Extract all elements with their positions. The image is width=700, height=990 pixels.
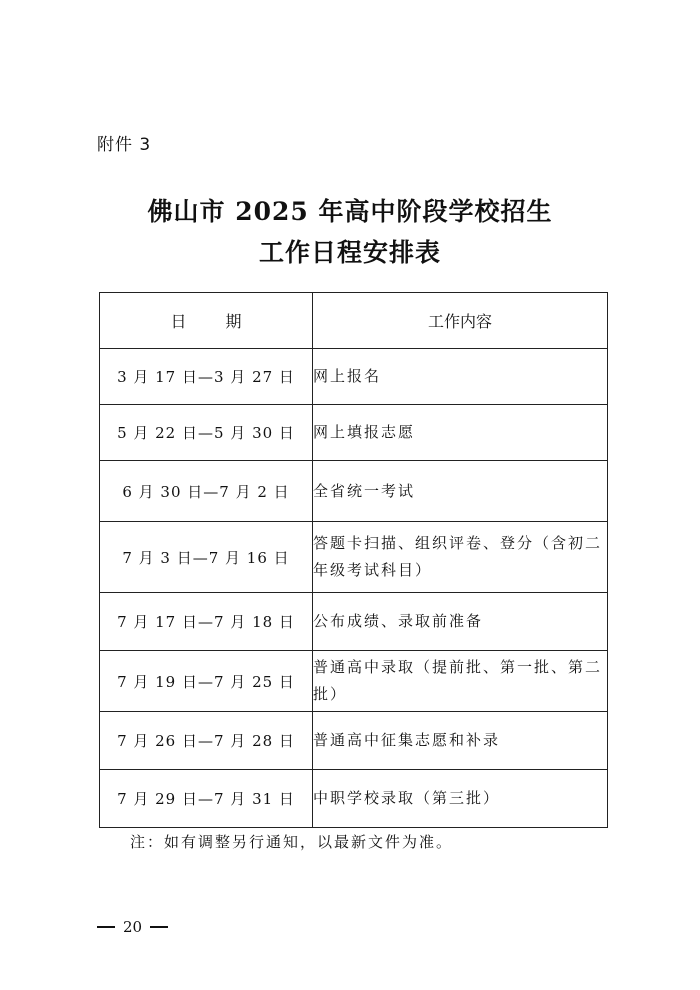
table-row (100, 349, 608, 405)
table-row (100, 461, 608, 522)
column-header-date: 日 期 (100, 293, 313, 349)
column-header-task: 工作内容 (313, 293, 608, 349)
table-header-row (100, 293, 608, 349)
task-cell: 普通高中征集志愿和补录 (313, 712, 608, 770)
date-cell: 6 月 30 日—7 月 2 日 (100, 461, 313, 522)
task-cell: 答题卡扫描、组织评卷、登分（含初二年级考试科目） (313, 522, 608, 593)
attachment-label: 附件 3 (97, 135, 152, 155)
date-cell: 3 月 17 日—3 月 27 日 (100, 349, 313, 405)
page-number-value: 20 (123, 918, 143, 936)
table-row (100, 593, 608, 651)
date-cell: 7 月 17 日—7 月 18 日 (100, 593, 313, 651)
footnote: 注：如有调整另行通知，以最新文件为准。 (130, 833, 454, 851)
table-row (100, 405, 608, 461)
page-number-dash-right (150, 926, 168, 928)
task-cell: 普通高中录取（提前批、第一批、第二批） (313, 651, 608, 712)
task-cell: 网上填报志愿 (313, 405, 608, 461)
schedule-table (99, 292, 608, 828)
table-row (100, 712, 608, 770)
table-row (100, 522, 608, 593)
date-cell: 7 月 29 日—7 月 31 日 (100, 770, 313, 828)
task-cell: 公布成绩、录取前准备 (313, 593, 608, 651)
task-cell: 网上报名 (313, 349, 608, 405)
document-title-line-2: 工作日程安排表 (258, 238, 441, 267)
page-number-dash-left (97, 926, 115, 928)
task-cell: 全省统一考试 (313, 461, 608, 522)
page-number (97, 918, 168, 936)
date-cell: 5 月 22 日—5 月 30 日 (100, 405, 313, 461)
task-cell: 中职学校录取（第三批） (313, 770, 608, 828)
date-cell: 7 月 26 日—7 月 28 日 (100, 712, 313, 770)
document-title-line-1: 佛山市 2025 年高中阶段学校招生 (147, 197, 553, 226)
date-cell: 7 月 19 日—7 月 25 日 (100, 651, 313, 712)
table-row (100, 651, 608, 712)
date-cell: 7 月 3 日—7 月 16 日 (100, 522, 313, 593)
table-row (100, 770, 608, 828)
